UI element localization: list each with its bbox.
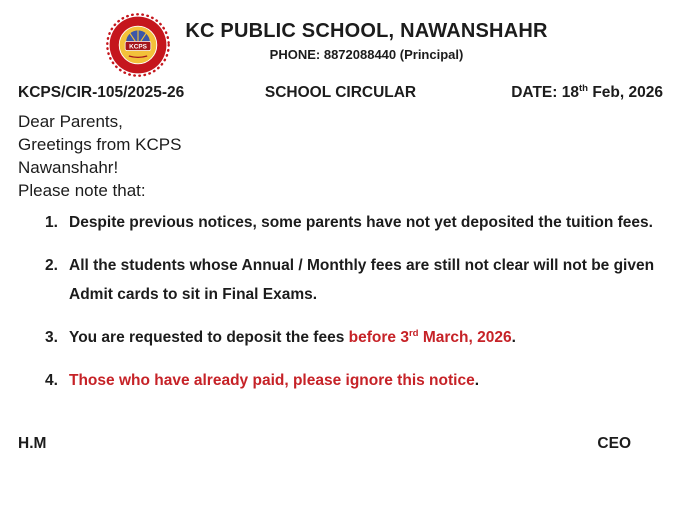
- deadline-ordinal-suffix: rd: [408, 327, 419, 339]
- signature-right-ceo: CEO: [597, 435, 631, 452]
- item-text: All the students whose Annual / Monthly fees are still not clear will not be given Admit cards to sit in Final Exams.: [69, 257, 655, 303]
- date-suffix: Feb, 2026: [588, 84, 663, 101]
- notice-item-3: [45, 323, 663, 352]
- logo-center-text: KCPS: [129, 43, 148, 51]
- salutation-block: [18, 110, 663, 202]
- notice-list: [45, 208, 663, 395]
- signature-row: [18, 435, 663, 453]
- item-number: 1.: [45, 214, 58, 231]
- salutation-line: Greetings from KCPS: [18, 135, 182, 154]
- signature-left-hm: H.M: [18, 435, 47, 452]
- salutation-line: Nawanshahr!: [18, 158, 119, 177]
- school-name: KC PUBLIC SCHOOL, NAWANSHAHR: [185, 20, 548, 42]
- notice-item-1: [45, 208, 663, 237]
- salutation-line: Please note that:: [18, 181, 146, 200]
- circular-title: SCHOOL CIRCULAR: [264, 84, 417, 101]
- item-number: 2.: [45, 257, 58, 274]
- notice-item-4: [45, 366, 663, 395]
- item-number: 3.: [45, 329, 58, 346]
- item-text: Despite previous notices, some parents have not yet deposited the tuition fees.: [69, 214, 653, 231]
- document-header: [0, 10, 663, 78]
- header-text-block: [185, 10, 547, 62]
- notice-item-2: [45, 251, 663, 309]
- reference-number: KCPS/CIR-105/2025-26: [18, 84, 185, 101]
- item-number: 4.: [45, 372, 58, 389]
- item-text: [69, 323, 516, 352]
- item-period: .: [511, 329, 516, 346]
- circular-meta-row: [18, 84, 663, 102]
- school-emblem-icon: [105, 12, 171, 78]
- date-prefix: DATE: 18: [511, 84, 579, 101]
- circular-date: [448, 84, 663, 102]
- ignore-notice-highlight: Those who have already paid, please ignore this notice: [69, 372, 475, 389]
- phone-line: PHONE: 8872088440 (Principal): [269, 47, 464, 62]
- item-text: [69, 366, 479, 395]
- date-ordinal-suffix: th: [578, 82, 589, 94]
- item-period: .: [474, 372, 480, 389]
- salutation-line: Dear Parents,: [18, 112, 123, 131]
- deadline-highlight: before 3: [348, 329, 409, 346]
- item-text-black: You are requested to deposit the fees: [69, 329, 349, 346]
- deadline-highlight-rest: March, 2026: [418, 329, 512, 346]
